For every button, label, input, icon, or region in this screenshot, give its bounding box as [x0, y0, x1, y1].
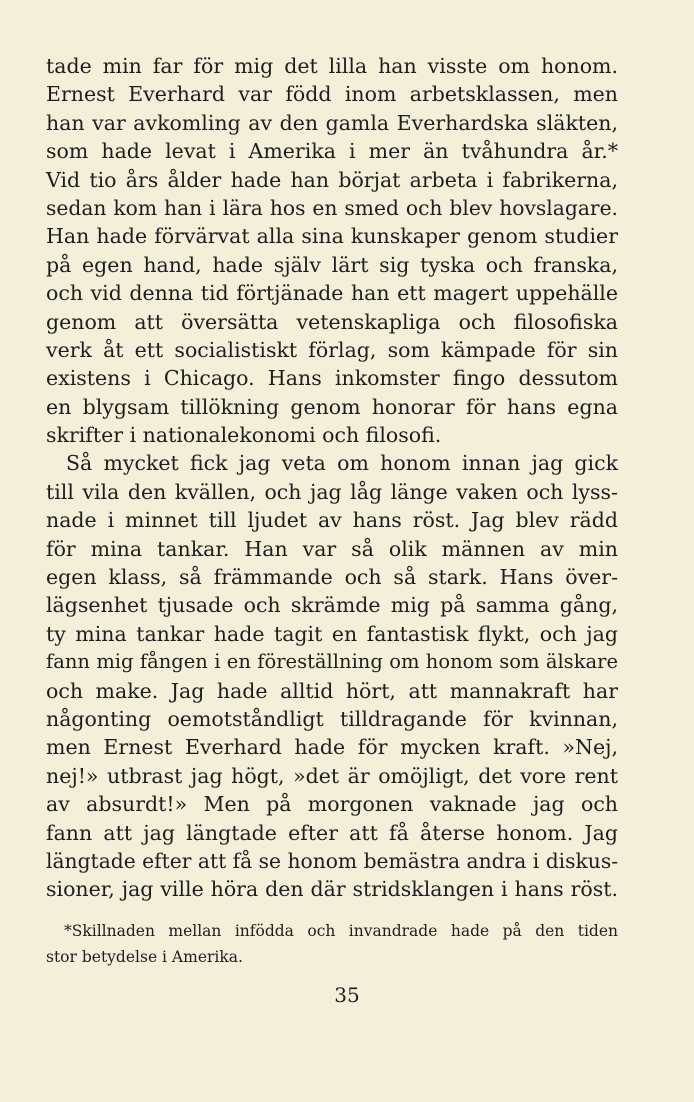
text-line: sedan kom han i lära hos en smed och blev hovslagare. [46, 195, 618, 220]
text-line: tade min far för mig det lilla han visste om honom. [46, 54, 618, 78]
text-line: fann mig fången i en föreställning om honom som älskare [46, 650, 618, 674]
text-line: han var avkomling av den gamla Everhardska släkten, [46, 110, 618, 135]
text-line: någonting oemotståndligt tilldragande för kvinnan, [46, 706, 618, 731]
text-line: Han hade förvärvat alla sina kunskaper genom studier [46, 224, 618, 249]
text-line: som hade levat i Amerika i mer än tvåhundra år.* [46, 139, 618, 164]
footnote-line: *Skillnaden mellan infödda och invandrade hade på den tiden [64, 922, 618, 940]
text-line: sioner, jag ville höra den där stridsklangen i hans röst. [46, 877, 618, 902]
text-line: ty mina tankar hade tagit en fantastisk flykt, och jag [46, 621, 618, 646]
text-line: till vila den kvällen, och jag låg länge vaken och lyss- [46, 479, 618, 504]
text-line: genom att översätta vetenskapliga och filosofiska [46, 309, 618, 334]
text-line: existens i Chicago. Hans inkomster fingo dessutom [46, 366, 618, 391]
text-line: lägsenhet tjusade och skrämde mig på samma gång, [46, 593, 618, 618]
body-text [46, 52, 618, 904]
text-line: och make. Jag hade alltid hört, att mannakraft har [46, 678, 618, 703]
text-line: på egen hand, hade själv lärt sig tyska och franska, [46, 252, 618, 277]
text-line: skrifter i nationalekonomi och filosofi. [46, 423, 442, 448]
text-line: nade i minnet till ljudet av hans röst. Jag blev rädd [46, 508, 618, 533]
text-line: Så mycket fick jag veta om honom innan jag gick [66, 451, 618, 476]
text-line: av absurdt!» Men på morgonen vaknade jag och [46, 792, 618, 817]
text-line: och vid denna tid förtjänade han ett magert uppehälle [46, 281, 618, 306]
page-number: 35 [334, 983, 360, 1007]
footnote-line: stor betydelse i Amerika. [46, 948, 243, 966]
footnote [46, 918, 618, 970]
text-line: för mina tankar. Han var så olik männen av min [46, 536, 618, 561]
text-line: längtade efter att få se honom bemästra andra i diskus- [46, 848, 619, 873]
text-line: nej!» utbrast jag högt, »det är omöjligt, det vore rent [46, 763, 618, 788]
text-line: en blygsam tillökning genom honorar för hans egna [46, 394, 618, 419]
text-line: egen klass, så främmande och så stark. Hans över- [46, 565, 618, 590]
text-line: men Ernest Everhard hade för mycken kraft. »Nej, [46, 735, 618, 760]
text-line: Vid tio års ålder hade han börjat arbeta i fabrikerna, [46, 167, 618, 192]
text-line: Ernest Everhard var född inom arbetsklassen, men [46, 82, 618, 107]
text-line: fann att jag längtade efter att få återse honom. Jag [46, 820, 618, 845]
text-line: verk åt ett socialistiskt förlag, som kämpade för sin [46, 337, 618, 362]
